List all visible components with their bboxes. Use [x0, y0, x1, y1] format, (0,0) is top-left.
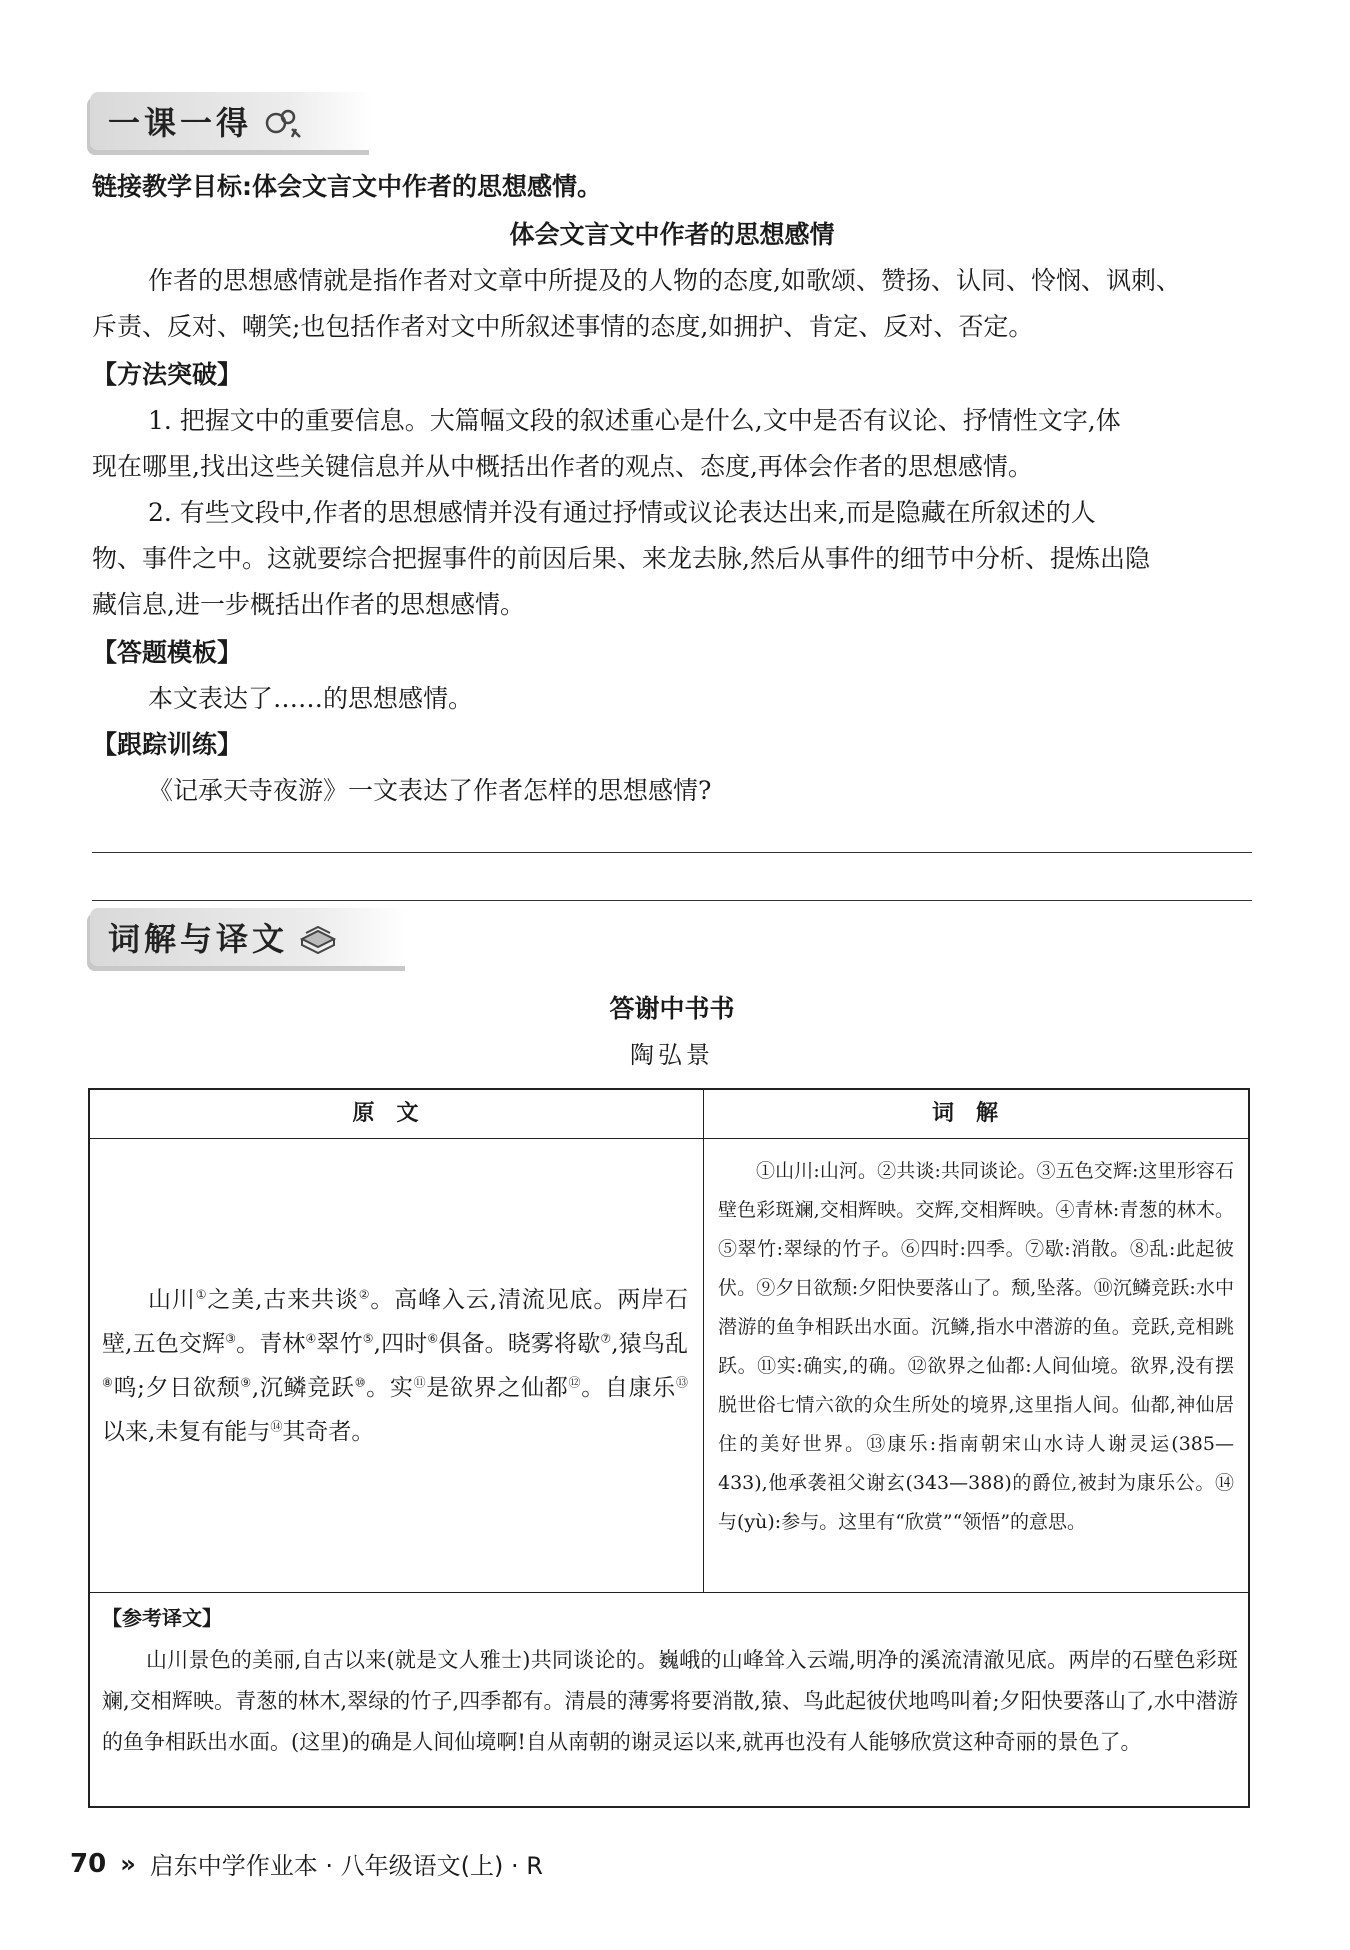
reference-title: 【参考译文】 — [102, 1606, 222, 1630]
answer-line-1[interactable] — [92, 852, 1252, 853]
text-title: 答谢中书书 — [609, 994, 735, 1023]
intro-line-2: 斥责、反对、嘲笑;也包括作者对文中所叙述事情的态度,如拥护、肯定、反对、否定。 — [92, 312, 1034, 341]
page-footer — [70, 1846, 543, 1881]
topic-heading: 体会文言文中作者的思想感情 — [509, 220, 835, 249]
column-divider — [703, 1090, 704, 1592]
column-header-gloss: 词解 — [931, 1101, 1020, 1126]
method1-line-1: 1. 把握文中的重要信息。大篇幅文段的叙述重心是什么,文中是否有议论、抒情性文字,体 — [148, 406, 1121, 435]
template-title: 【答题模板】 — [92, 638, 243, 667]
practice-title: 【跟踪训练】 — [92, 730, 243, 759]
vocabulary-table — [88, 1088, 1250, 1808]
method-title: 【方法突破】 — [92, 360, 243, 389]
method1-line-2: 现在哪里,找出这些关键信息并从中概括出作者的观点、态度,再体会作者的思想感情。 — [92, 452, 1033, 481]
original-text: 山川①之美,古来共谈②。高峰入云,清流见底。两岸石壁,五色交辉③。青林④翠竹⑤,四时⑥俱备。晓雾将歇⑦,猿鸟乱⑧鸣;夕日欲颓⑨,沉鳞竞跃⑩。实⑪是欲界之仙都⑫。自康乐⑬以来,未复有能与⑭其奇者。 — [102, 1287, 689, 1445]
banner-title: 一课一得 — [108, 104, 253, 142]
text-author: 陶弘景 — [630, 1041, 714, 1069]
column-header-original: 原文 — [352, 1101, 441, 1126]
flower-icon — [262, 101, 302, 141]
gloss-text: ①山川:山河。②共谈:共同谈论。③五色交辉:这里形容石壁色彩斑斓,交相辉映。交辉,交相辉映。④青林:青葱的林木。⑤翠竹:翠绿的竹子。⑥四时:四季。⑦歇:消散。⑧乱:此起彼伏。⑨夕日欲颓:夕阳快要落山了。颓,坠落。⑩沉鳞竞跃:水中潜游的鱼争相跃出水面。沉鳞,指水中潜游的鱼。竞跃,竞相跳跃。⑪实:确实,的确。⑫欲界之仙都:人间仙境。欲界,没有摆脱世俗七情六欲的众生所处的境界,这里指人间。仙都,神仙居住的美好世界。⑬康乐:指南朝宋山水诗人谢灵运(385—433),他承袭祖父谢玄(343—388)的爵位,被封为康乐公。⑭与(yù):参与。这里有“欣赏”“领悟”的意思。 — [718, 1160, 1234, 1533]
method2-line-1: 2. 有些文段中,作者的思想感情并没有通过抒情或议论表达出来,而是隐藏在所叙述的人 — [148, 498, 1096, 527]
reference-divider — [90, 1592, 1248, 1593]
books-icon — [298, 917, 338, 957]
intro-line-1: 作者的思想感情就是指作者对文章中所提及的人物的态度,如歌颂、赞扬、认同、怜悯、讽刺、 — [148, 266, 1181, 295]
practice-question: 《记承天寺夜游》一文表达了作者怎样的思想感情? — [148, 776, 712, 805]
banner-title: 词解与译文 — [108, 920, 289, 958]
header-divider — [90, 1138, 1248, 1139]
method2-line-3: 藏信息,进一步概括出作者的思想感情。 — [92, 590, 525, 619]
book-title: 启东中学作业本 · 八年级语文(上) · R — [149, 1852, 543, 1880]
section-banner-yikeyide — [90, 92, 372, 150]
template-text: 本文表达了……的思想感情。 — [148, 684, 474, 713]
section-banner-cijie — [90, 908, 408, 966]
method2-line-2: 物、事件之中。这就要综合把握事件的前因后果、来龙去脉,然后从事件的细节中分析、提炼出隐 — [92, 544, 1150, 573]
answer-line-2[interactable] — [92, 900, 1252, 901]
reference-translation: 山川景色的美丽,自古以来(就是文人雅士)共同谈论的。巍峨的山峰耸入云端,明净的溪流清澈见底。两岸的石壁色彩斑斓,交相辉映。青葱的林木,翠绿的竹子,四季都有。清晨的薄雾将要消散,猿、鸟此起彼伏地鸣叫着;夕阳快要落山了,水中潜游的鱼争相跃出水面。(这里)的确是人间仙境啊!自从南朝的谢灵运以来,就再也没有人能够欣赏这种奇丽的景色了。 — [102, 1648, 1238, 1754]
page-number: 70 — [70, 1848, 107, 1879]
chevron-icon: » — [120, 1849, 136, 1878]
teaching-goal: 链接教学目标:体会文言文中作者的思想感情。 — [92, 172, 602, 201]
